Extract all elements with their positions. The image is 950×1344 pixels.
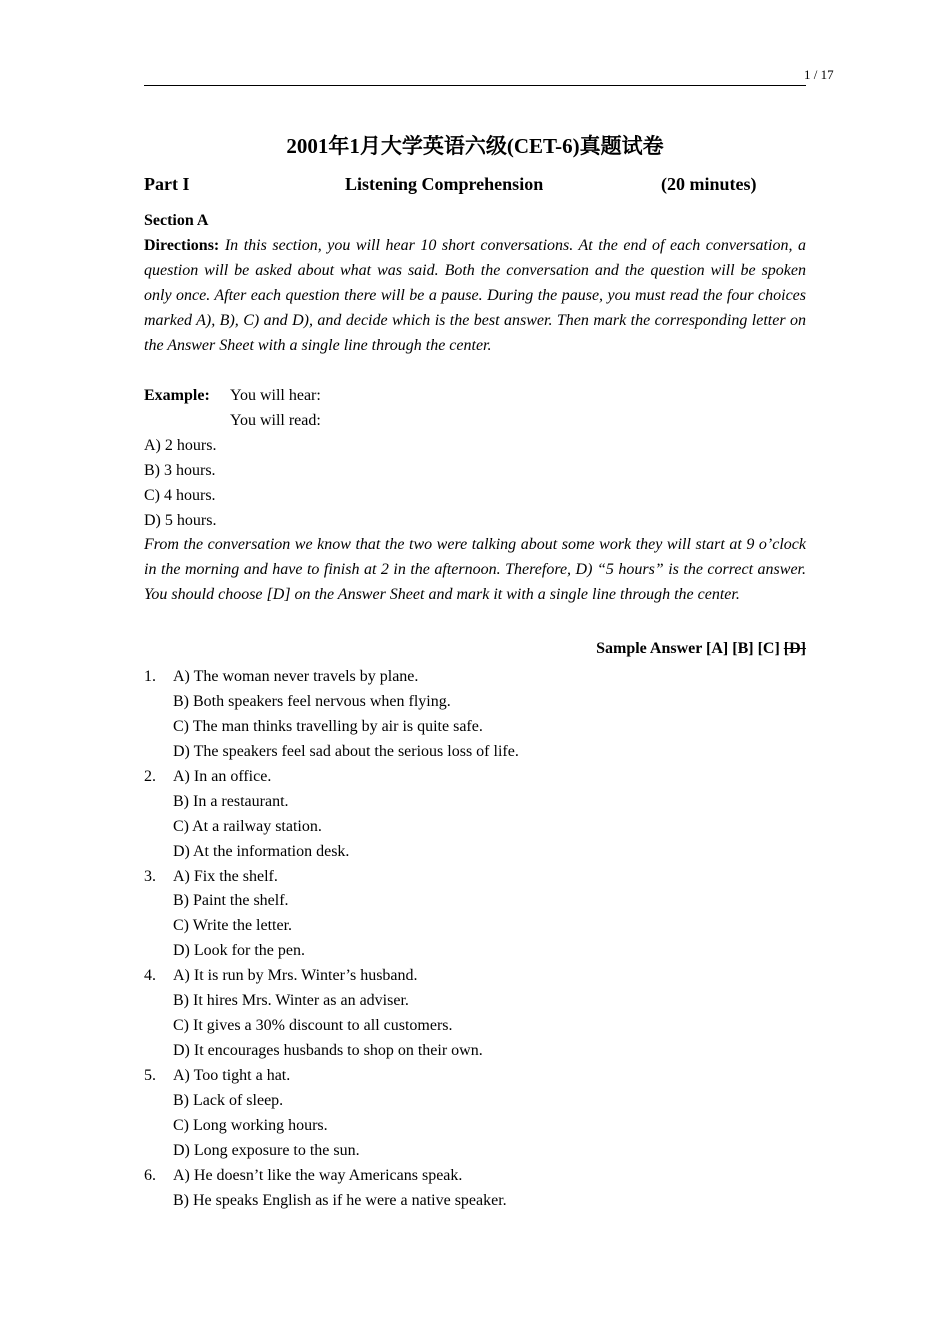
question-option: C) The man thinks travelling by air is quite safe. bbox=[173, 717, 483, 735]
example-option: A) 2 hours. bbox=[144, 437, 217, 454]
part-heading bbox=[144, 172, 806, 196]
question-4 bbox=[144, 964, 806, 989]
question-option: A) Too tight a hat. bbox=[173, 1067, 291, 1084]
part-time: (20 minutes) bbox=[661, 174, 757, 194]
question-option: B) Both speakers feel nervous when flying. bbox=[173, 692, 451, 710]
question-5 bbox=[144, 1064, 806, 1089]
question-number: 3. bbox=[144, 867, 156, 885]
question-option: C) At a railway station. bbox=[173, 817, 322, 835]
question-option: B) It hires Mrs. Winter as an adviser. bbox=[173, 992, 409, 1010]
directions bbox=[144, 233, 806, 358]
question-option: A) The woman never travels by plane. bbox=[173, 668, 419, 685]
question-option: D) At the information desk. bbox=[173, 842, 350, 860]
page-number: 1 / 17 bbox=[804, 67, 834, 82]
question-option: C) It gives a 30% discount to all customers. bbox=[173, 1017, 453, 1035]
part-name: Listening Comprehension bbox=[345, 174, 544, 194]
directions-label: Directions: bbox=[144, 237, 220, 254]
question-1 bbox=[144, 665, 806, 690]
question-option: D) It encourages husbands to shop on their own. bbox=[173, 1042, 483, 1060]
sample-answer-marked: [D] bbox=[783, 640, 806, 657]
example-label: Example: bbox=[144, 387, 210, 404]
part-label: Part I bbox=[144, 174, 190, 194]
question-option: A) Fix the shelf. bbox=[173, 867, 278, 885]
example-explanation: From the conversation we know that the two were talking about some work they will start at 9 o’clock in the morning and have to finish at 2 in the afternoon. Therefore, D) “5 hours” is the correct answer. You should choose [D] on the Answer Sheet and mark it with a single line through the center. bbox=[144, 536, 806, 603]
question-number: 2. bbox=[144, 767, 156, 785]
section-heading: Section A bbox=[144, 212, 209, 229]
example-hear: You will hear: bbox=[230, 387, 321, 404]
question-2 bbox=[144, 765, 806, 790]
example-option: D) 5 hours. bbox=[144, 512, 217, 529]
question-6 bbox=[144, 1164, 806, 1189]
question-option: B) He speaks English as if he were a native speaker. bbox=[173, 1191, 507, 1209]
question-option: D) Look for the pen. bbox=[173, 942, 305, 960]
question-number: 1. bbox=[144, 668, 156, 685]
question-option: B) Paint the shelf. bbox=[173, 892, 289, 910]
example-option: B) 3 hours. bbox=[144, 462, 216, 479]
question-option: D) Long exposure to the sun. bbox=[173, 1141, 360, 1159]
example-read: You will read: bbox=[230, 412, 321, 429]
header-rule bbox=[144, 85, 806, 86]
sample-answer bbox=[144, 636, 806, 661]
directions-text: In this section, you will hear 10 short conversations. At the end of each conversation, a question will be asked about what was said. Both the conversation and the question will be spoken only once. After each question there will be a pause. During the pause, you must read the four choices marked A), B), C) and D), and decide which is the best answer. Then mark the corresponding letter on the Answer Sheet with a single line through the center. bbox=[144, 237, 806, 354]
question-3 bbox=[144, 865, 806, 890]
question-option: D) The speakers feel sad about the serious loss of life. bbox=[173, 742, 519, 760]
question-option: A) It is run by Mrs. Winter’s husband. bbox=[173, 967, 418, 985]
question-list bbox=[144, 665, 806, 1214]
document-title: 2001年1月大学英语六级(CET-6)真题试卷 bbox=[286, 134, 664, 158]
question-option: B) In a restaurant. bbox=[173, 792, 289, 810]
question-number: 6. bbox=[144, 1166, 156, 1184]
question-option: A) He doesn’t like the way Americans speak. bbox=[173, 1166, 463, 1184]
example-option: C) 4 hours. bbox=[144, 487, 216, 504]
question-option: C) Long working hours. bbox=[173, 1116, 328, 1134]
sample-answer-prefix: Sample Answer [A] [B] [C] bbox=[596, 640, 780, 657]
question-number: 5. bbox=[144, 1067, 156, 1084]
question-option: B) Lack of sleep. bbox=[173, 1091, 284, 1109]
question-option: A) In an office. bbox=[173, 767, 272, 785]
question-number: 4. bbox=[144, 967, 156, 985]
question-option: C) Write the letter. bbox=[173, 917, 293, 935]
